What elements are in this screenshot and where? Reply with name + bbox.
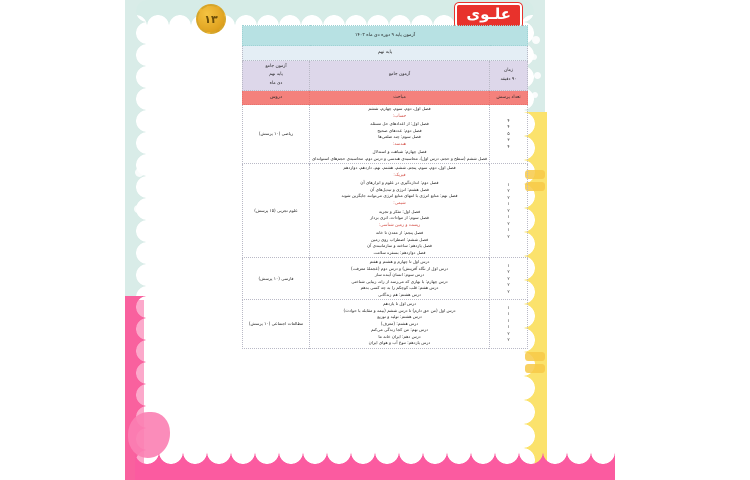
topic-section-label: هندسه: [392,141,407,147]
decor-yellow-band-4 [525,364,545,373]
table-grade: پایه نهم [242,46,527,61]
topic-line: فصل پنجم: از معدن تا خانه [375,230,424,236]
topic-section-label: زیست و زمین شناسی: [378,222,421,228]
row-subject: مطالعات اجتماعی (۱۰ پرسش) [242,300,309,349]
column-header-topics: مباحث [310,91,490,105]
question-count: ۲ [507,337,510,343]
meta-right-l3: دی ماه [269,80,283,86]
decor-dot-7 [534,72,541,79]
question-count: ۳ [507,137,510,143]
decor-yellow-band-2 [525,182,545,191]
question-count: ۲ [507,220,510,226]
table-header-row [242,91,527,105]
topic-line: درس نهم: من کجا زندگی می‌کنم [371,327,428,333]
column-header-count: تعداد پرسش [490,91,528,105]
decor-dot-8 [532,92,538,98]
meta-duration [490,61,528,91]
row-question-counts [490,164,528,258]
row-subject: علوم تجربی (۱۵ پرسش) [242,164,309,258]
topic-line: فصل ششم (سطح و حجم، درس اول)، محاسبه‌ی هندسی و درس دوم، محاسبه‌ی حجم‌های استوانه‌ای [312,155,487,161]
topic-section-label: شیمی: [393,200,406,206]
topic-line: فصل نهم: منابع انرژی با انتهای منابع انرژی می‌توانند جایگزین شوند [341,193,458,199]
topic-line: فصل اول، دوم، سوم، پنجم، ششم، هشتم، نهم، دازدهم، دوازدهم [343,165,456,171]
topic-line: فصل اول، دوم، سوم، چهارم، ششم [368,106,431,111]
meta-right [242,61,309,91]
meta-duration-value: ۹۰ دقیقه [500,76,517,82]
topic-line: درس هشتم: تولید و توزیع [377,314,422,320]
topic-line: فصل هشتم: انرژی و تبدیل‌های آن [370,186,429,192]
row-question-counts [490,105,528,164]
question-count: ۱ [507,324,510,330]
meta-right-l2: پایه نهم [269,72,283,78]
table-meta-row [242,61,527,91]
question-count: ۱ [507,311,510,317]
question-count: ۲ [507,188,510,194]
question-count: ۱ [507,304,510,310]
topic-line: درس اول تا یازدهم [383,301,416,307]
table-row [242,164,527,258]
row-subject: ریاضی (۱۰ پرسش) [242,105,309,164]
meta-duration-label: زمان [503,68,514,74]
row-topics [310,105,490,164]
topic-line: فصل دوازدهم: بسفره سلامت [373,249,426,255]
row-question-counts [490,300,528,349]
row-subject: فارسی (۱۰ پرسش) [242,258,309,300]
topic-line: درس هشتم: (معرف) [380,320,419,326]
question-count: ۲ [507,194,510,200]
table-row [242,105,527,164]
topic-line: درس اول از نگاه آفرینش) و درس دوم (عجملهٔ معرفت) [351,265,448,271]
decor-yellow-band-3 [525,352,545,361]
question-count: ۱ [507,181,510,187]
question-count: ۲ [507,288,510,294]
question-count: ۱ [507,317,510,323]
question-count: ۵ [507,130,510,136]
decor-dot-4 [139,226,145,232]
column-header-subject: دروس [242,91,309,105]
decor-dot-2 [138,186,145,193]
question-count: ۱ [507,214,510,220]
row-topics [310,164,490,258]
question-count: ۴ [507,124,510,130]
question-count: ۲ [507,275,510,281]
topic-line: فصل چهارم: شباهت و استدلال [372,149,427,155]
topic-line: درس هشتم: هم زندگانی [378,291,421,297]
topic-section-label: فیزیک: [393,172,406,178]
table-title-row [242,26,527,46]
topic-line: فصل ششم: اضطراب روی زمین [370,236,429,242]
decor-dot-5 [532,36,540,44]
topic-line: درس چهارم: با بهاری که می‌رسد از راه، زیبایی شناختی [351,278,448,284]
exam-sheet [243,25,528,349]
topic-line: فصل یازدهم: ساخته و سازمانبندی آن [367,243,432,249]
question-count: ۲ [507,207,510,213]
exam-table [242,25,528,349]
question-count: ۱ [507,227,510,233]
topic-line: فصل اول: از اعدادهای حل مسئله [370,121,429,127]
row-topics [310,258,490,300]
meta-middle: آزمون جامع [310,61,490,91]
topic-line: درس اول تا چهارم و هشتم و هفتم [369,259,430,265]
topic-line: درس یازدهم: تنوع آب و هوای ایران [368,340,431,346]
row-question-counts [490,258,528,300]
topic-section-label: حساب: [392,113,407,119]
topic-line: درس اول (من حق دارم) تا درس ششم (بیمه و مقابله با حوادث) [343,307,456,313]
exam-table-body [242,26,527,349]
question-count: ۲ [507,330,510,336]
topic-line: فصل سوم: چند ضلعی‌ها [378,134,421,140]
topic-line: فصل دوم: عددهای صحیح [377,127,422,133]
meta-right-l1: آزمون جامع [265,63,287,69]
topic-line: فصل سوم: از موادات، اثری برداز [370,215,429,221]
decor-dot-3 [134,205,142,213]
topic-line: فصل اول: تفکر و تجربه [378,208,421,214]
topic-line: درس دهم: ایران خانه ما [378,333,421,339]
topic-line: درس هفتم: قلب کوچکم را به چه کسی بدهم [360,285,439,291]
decor-dot-1 [135,168,144,177]
table-row [242,300,527,349]
table-grade-row [242,46,527,61]
brand-logo: علـوی [455,3,522,28]
decor-yellow-band-1 [525,170,545,179]
question-count: ۴ [507,143,510,149]
question-count: ۴ [507,117,510,123]
question-count: ۲ [507,282,510,288]
row-topics [310,300,490,349]
page-number-badge: ۱۳ [196,4,226,34]
question-count: ۲ [507,269,510,275]
topic-line: درس سوم: انسان آینده ساز [374,272,425,278]
question-count: ۱ [507,201,510,207]
decor-pink-bottom-scallop [135,452,615,480]
table-row [242,258,527,300]
decor-mint-left-wave [125,0,147,300]
topic-line: فصل دوم: اندازه‌گیری در علوم و ابزارهای آن [360,180,439,186]
table-title: آزمون پایه ۹ دوره دی ماه ۱۴۰۲ [242,26,527,46]
question-count: ۲ [507,233,510,239]
decor-dot-6 [531,54,537,60]
question-count: ۱ [507,262,510,268]
